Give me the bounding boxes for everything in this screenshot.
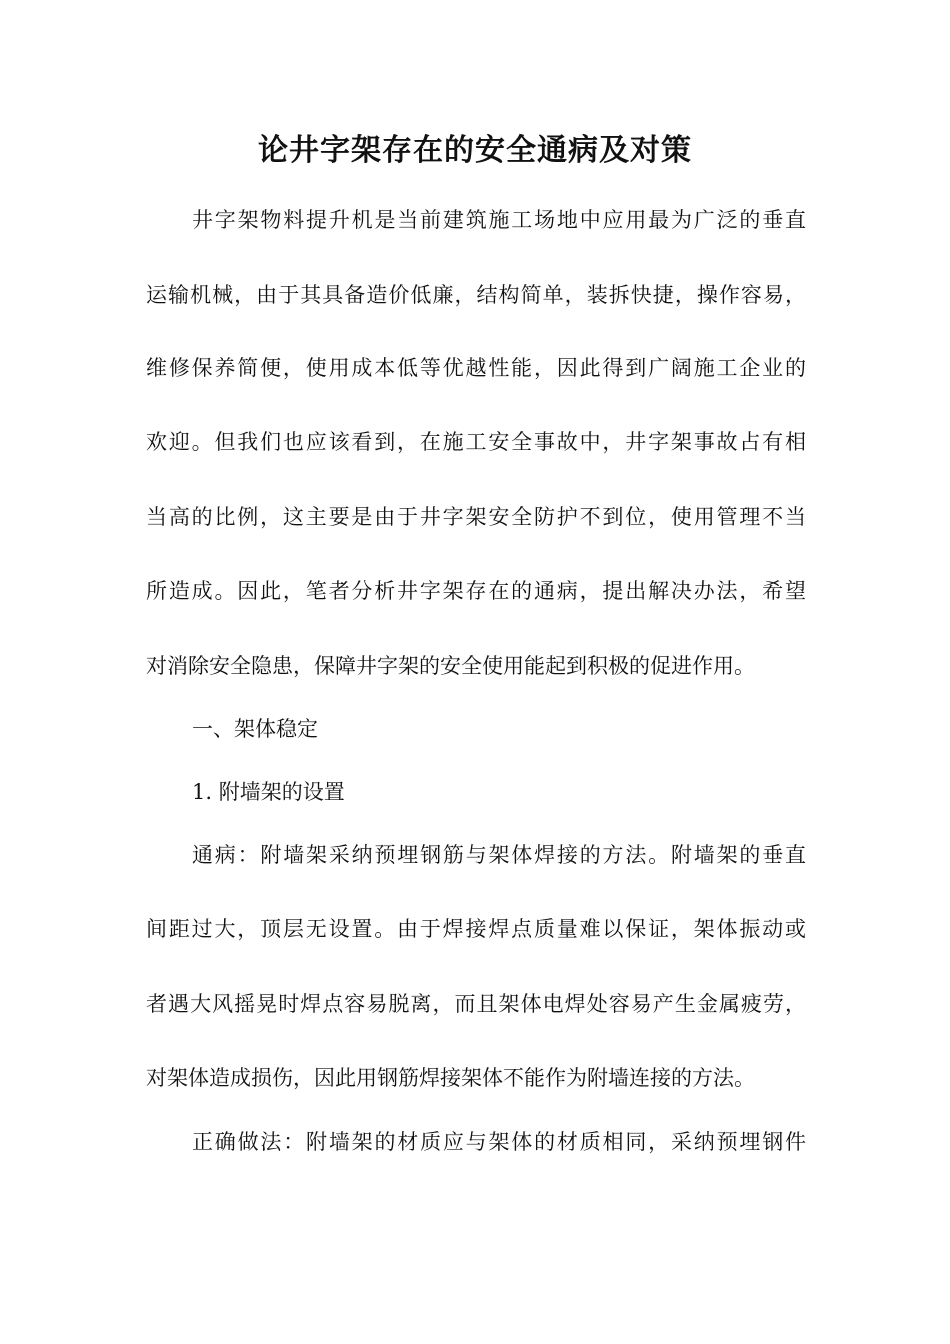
paragraph-line: 运输机械，由于其具备造价低廉，结构简单，装拆快捷，操作容易，: [146, 283, 806, 307]
paragraph-line: 当高的比例，这主要是由于井字架安全防护不到位，使用管理不当: [146, 505, 806, 529]
paragraph-line: 间距过大，顶层无设置。由于焊接焊点质量难以保证，架体振动或: [146, 917, 806, 941]
paragraph-line: 欢迎。但我们也应该看到，在施工安全事故中，井字架事故占有相: [146, 430, 806, 454]
paragraph-line: 者遇大风摇晃时焊点容易脱离，而且架体电焊处容易产生金属疲劳，: [146, 992, 806, 1016]
document-title: 论井字架存在的安全通病及对策: [258, 133, 692, 168]
paragraph-line: 通病：附墙架采纳预埋钢筋与架体焊接的方法。附墙架的垂直: [192, 843, 806, 867]
paragraph-line: 维修保养简便，使用成本低等优越性能，因此得到广阔施工企业的: [146, 356, 806, 380]
section-heading: 一、架体稳定: [192, 717, 318, 741]
paragraph-line: 井字架物料提升机是当前建筑施工场地中应用最为广泛的垂直: [192, 208, 806, 232]
paragraph-line: 所造成。因此，笔者分析井字架存在的通病，提出解决办法，希望: [146, 579, 806, 603]
subsection-heading: 1. 附墙架的设置: [192, 780, 345, 804]
paragraph-line: 对消除安全隐患，保障井字架的安全使用能起到积极的促进作用。: [146, 654, 755, 678]
paragraph-line: 正确做法：附墙架的材质应与架体的材质相同，采纳预埋钢件: [192, 1130, 806, 1154]
paragraph-line: 对架体造成损伤，因此用钢筋焊接架体不能作为附墙连接的方法。: [146, 1066, 755, 1090]
